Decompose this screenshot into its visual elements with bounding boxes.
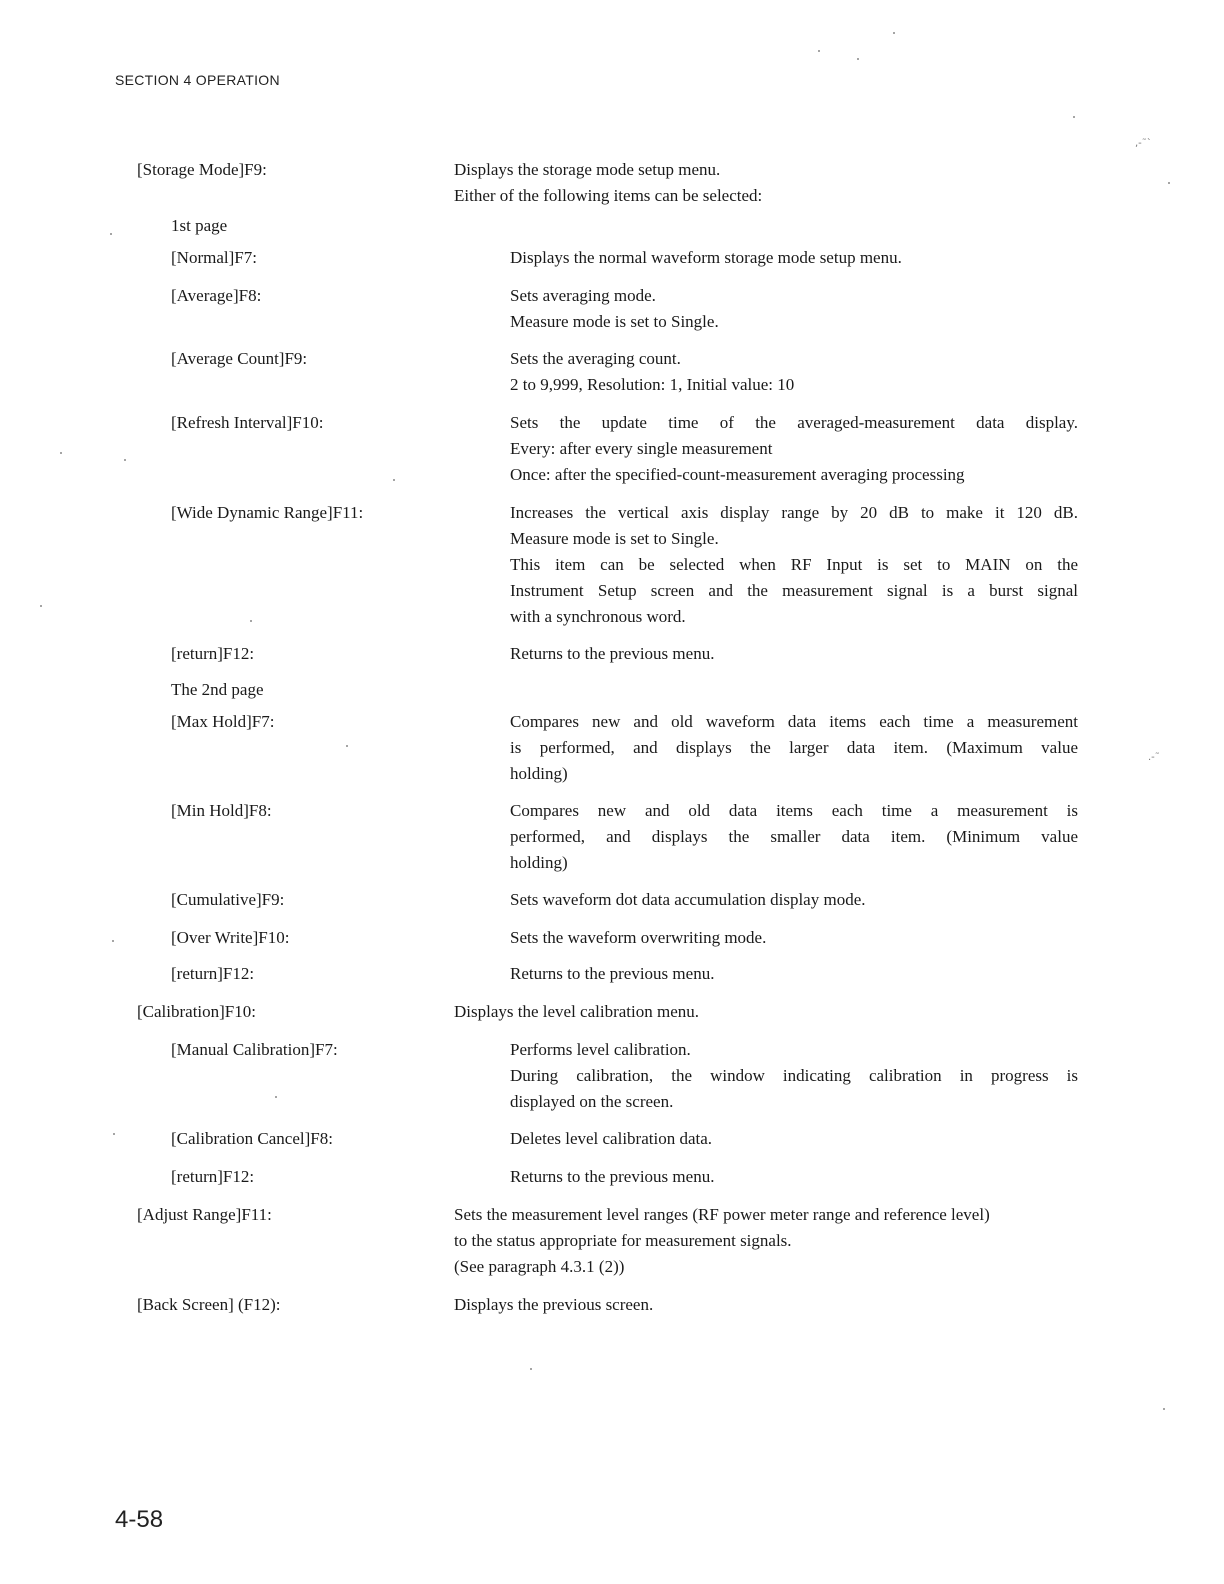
scan-mark: ,-˜` <box>1135 138 1152 149</box>
desc-line: Compares new and old data items each time a measurement is <box>510 801 1078 820</box>
scan-speck <box>124 459 126 461</box>
desc-line: Returns to the previous menu. <box>510 644 715 663</box>
return-key-1: [return]F12: <box>171 644 255 663</box>
refresh-interval-desc <box>510 410 1078 488</box>
adjust-range-desc <box>454 1202 1094 1280</box>
desc-line: Instrument Setup screen and the measurement signal is a burst signal <box>510 581 1078 600</box>
scan-speck <box>250 620 252 622</box>
scan-speck <box>893 32 895 34</box>
average-desc <box>510 283 1078 335</box>
desc-line: with a synchronous word. <box>510 607 686 626</box>
max-hold-desc <box>510 709 1078 787</box>
desc-line: Compares new and old waveform data items each time a measurement <box>510 712 1078 731</box>
desc-line: to the status appropriate for measurement signals. <box>454 1231 792 1250</box>
calibration-cancel-desc <box>510 1126 1078 1152</box>
scan-speck <box>113 1133 115 1135</box>
return-desc-1 <box>510 641 1078 667</box>
storage-mode-desc <box>454 157 1094 209</box>
desc-line: Returns to the previous menu. <box>510 1167 715 1186</box>
desc-line: Measure mode is set to Single. <box>510 529 719 548</box>
back-screen-key: [Back Screen] (F12): <box>137 1295 281 1314</box>
back-screen-desc <box>454 1292 1094 1318</box>
desc-line: Sets the averaging count. <box>510 349 681 368</box>
scan-speck <box>857 58 859 60</box>
storage-mode-key: [Storage Mode]F9: <box>137 160 267 179</box>
average-key: [Average]F8: <box>171 286 262 305</box>
min-hold-key: [Min Hold]F8: <box>171 801 272 820</box>
normal-desc <box>510 245 1078 271</box>
desc-line: Returns to the previous menu. <box>510 964 715 983</box>
wide-dynamic-range-desc <box>510 500 1078 630</box>
desc-line: Sets the update time of the averaged-measurement data display. <box>510 413 1078 432</box>
desc-line: holding) <box>510 853 568 872</box>
desc-line: (See paragraph 4.3.1 (2)) <box>454 1257 625 1276</box>
desc-line: holding) <box>510 764 568 783</box>
calibration-key: [Calibration]F10: <box>137 1002 256 1021</box>
scan-speck <box>275 1096 277 1098</box>
manual-calibration-desc <box>510 1037 1078 1115</box>
over-write-key: [Over Write]F10: <box>171 928 290 947</box>
desc-line: Sets waveform dot data accumulation display mode. <box>510 890 866 909</box>
scan-speck <box>530 1368 532 1370</box>
desc-line: Performs level calibration. <box>510 1040 691 1059</box>
desc-line: This item can be selected when RF Input is set to MAIN on the <box>510 555 1078 574</box>
scan-speck <box>1073 116 1075 118</box>
normal-key: [Normal]F7: <box>171 248 257 267</box>
desc-line: Displays the storage mode setup menu. <box>454 160 721 179</box>
desc-line: displayed on the screen. <box>510 1092 674 1111</box>
desc-line: Either of the following items can be selected: <box>454 186 763 205</box>
desc-line: Deletes level calibration data. <box>510 1129 713 1148</box>
scan-speck <box>60 452 62 454</box>
desc-line: Displays the level calibration menu. <box>454 1002 700 1021</box>
scan-speck <box>1168 182 1170 184</box>
scan-speck <box>110 233 112 235</box>
calibration-cancel-key: [Calibration Cancel]F8: <box>171 1129 333 1148</box>
cumulative-key: [Cumulative]F9: <box>171 890 285 909</box>
adjust-range-key: [Adjust Range]F11: <box>137 1205 272 1224</box>
desc-line: Increases the vertical axis display range by 20 dB to make it 120 dB. <box>510 503 1078 522</box>
min-hold-desc <box>510 798 1078 876</box>
scan-speck <box>40 605 42 607</box>
desc-line: Displays the previous screen. <box>454 1295 654 1314</box>
second-page-label: The 2nd page <box>171 680 264 699</box>
section-header: SECTION 4 OPERATION <box>115 72 280 88</box>
manual-calibration-key: [Manual Calibration]F7: <box>171 1040 338 1059</box>
return-desc-2 <box>510 961 1078 987</box>
average-count-key: [Average Count]F9: <box>171 349 308 368</box>
desc-line: Every: after every single measurement <box>510 439 773 458</box>
return-desc-3 <box>510 1164 1078 1190</box>
desc-line: During calibration, the window indicating calibration in progress is <box>510 1066 1078 1085</box>
scan-speck <box>112 940 114 942</box>
scan-speck <box>346 745 348 747</box>
desc-line: Once: after the specified-count-measurement averaging processing <box>510 465 965 484</box>
max-hold-key: [Max Hold]F7: <box>171 712 275 731</box>
cumulative-desc <box>510 887 1078 913</box>
average-count-desc <box>510 346 1078 398</box>
over-write-desc <box>510 925 1078 951</box>
calibration-desc <box>454 999 1094 1025</box>
desc-line: Sets the measurement level ranges (RF power meter range and reference level) <box>454 1205 990 1224</box>
refresh-interval-key: [Refresh Interval]F10: <box>171 413 324 432</box>
desc-line: performed, and displays the smaller data item. (Minimum value <box>510 827 1078 846</box>
return-key-2: [return]F12: <box>171 964 255 983</box>
desc-line: 2 to 9,999, Resolution: 1, Initial value: 10 <box>510 375 795 394</box>
desc-line: Sets the waveform overwriting mode. <box>510 928 767 947</box>
scan-speck <box>393 479 395 481</box>
desc-line: Displays the normal waveform storage mode setup menu. <box>510 248 902 267</box>
desc-line: Sets averaging mode. <box>510 286 656 305</box>
scan-speck <box>1163 1408 1165 1410</box>
return-key-3: [return]F12: <box>171 1167 255 1186</box>
scan-speck <box>818 50 820 52</box>
first-page-label: 1st page <box>171 216 228 235</box>
wide-dynamic-range-key: [Wide Dynamic Range]F11: <box>171 503 364 522</box>
page-number: 4-58 <box>115 1506 164 1533</box>
desc-line: Measure mode is set to Single. <box>510 312 719 331</box>
desc-line: is performed, and displays the larger data item. (Maximum value <box>510 738 1078 757</box>
scan-mark: .-˜ <box>1148 752 1160 763</box>
